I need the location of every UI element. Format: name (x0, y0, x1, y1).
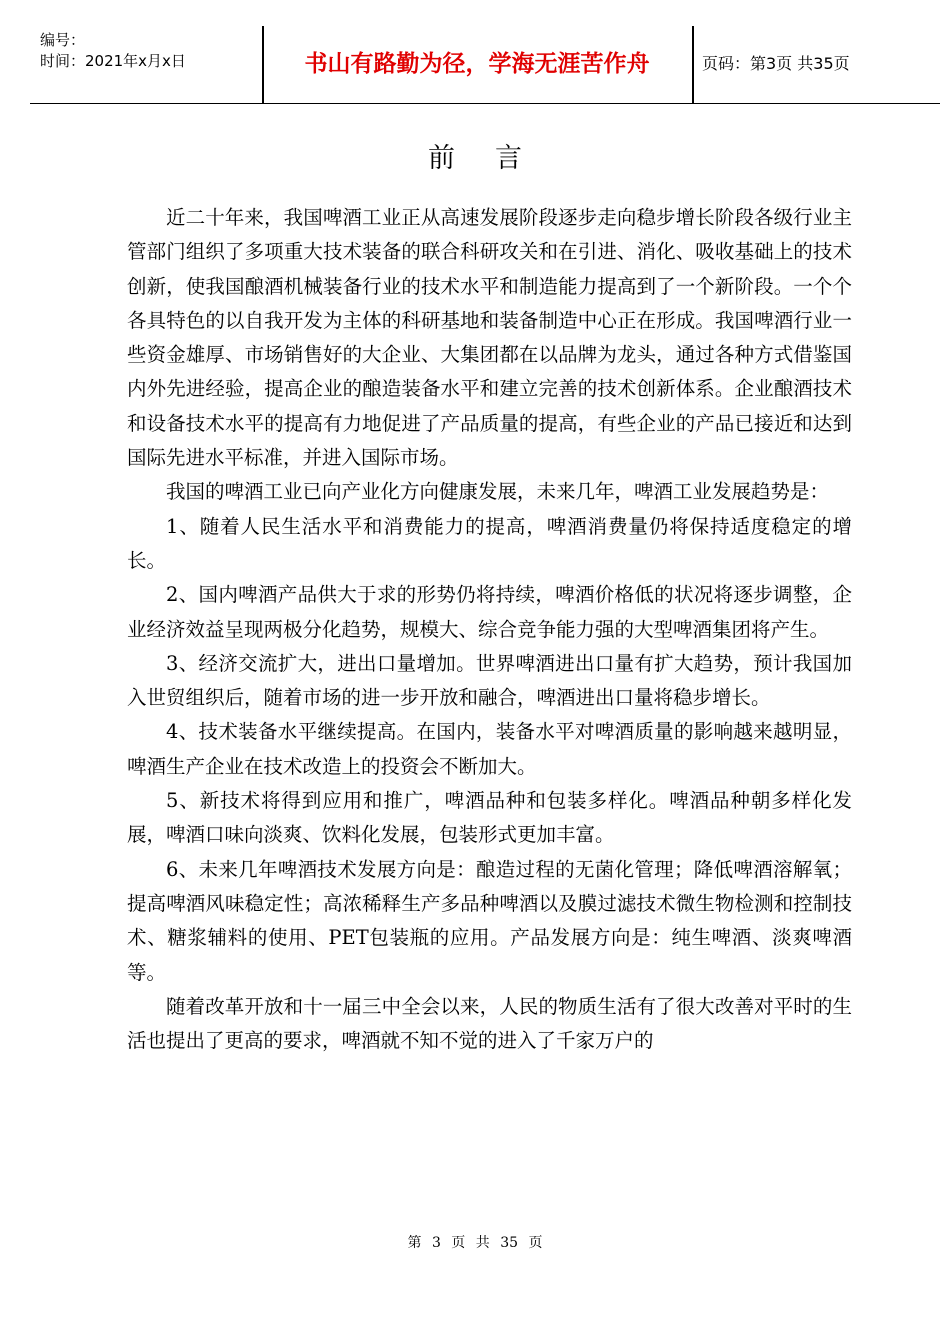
paragraph: 2、国内啤酒产品供大于求的形势仍将持续，啤酒价格低的状况将逐步调整，企业经济效益呈现两极分化趋势，规模大、综合竞争能力强的大型啤酒集团将产生。 (127, 583, 852, 641)
page-footer: 第 3 页 共 35 页 (407, 1235, 543, 1251)
body-text (127, 201, 852, 1058)
header-rule (30, 103, 940, 105)
paragraph: 随着改革开放和十一届三中全会以来，人民的物质生活有了很大改善对平时的生活也提出了更高的要求，啤酒就不知不觉的进入了千家万户的 (127, 994, 852, 1053)
paragraph: 5、新技术将得到应用和推广，啤酒品种和包装多样化。啤酒品种朝多样化发展，啤酒口味向淡爽、饮料化发展，包装形式更加丰富。 (127, 789, 852, 847)
page-title: 前言 (428, 143, 562, 174)
paragraph: 我国的啤酒工业已向产业化方向健康发展，未来几年，啤酒工业发展趋势是： (166, 480, 830, 504)
header-divider-right (692, 26, 694, 104)
number-label: 编号： (40, 31, 86, 49)
paragraph: 近二十年来，我国啤酒工业正从高速发展阶段逐步走向稳步增长阶段各级行业主管部门组织了多项重大技术装备的联合科研攻关和在引进、消化、吸收基础上的技术创新，使我国酿酒机械装备行业的技术水平和制造能力提高到了一个新阶段。一个个各具特色的以自我开发为主体的科研基地和装备制造中心正在形成。我国啤酒行业一些资金雄厚、市场销售好的大企业、大集团都在以品牌为龙头，通过各种方式借鉴国内外先进经验，提高企业的酿造装备水平和建立完善的技术创新体系。企业酿酒技术和设备技术水平的提高有力地促进了产品质量的提高，有些企业的产品已接近和达到国际先进水平标准，并进入国际市场。 (127, 206, 852, 470)
header-meta (40, 26, 260, 106)
header-motto: 书山有路勤为径，学海无涯苦作舟 (304, 51, 650, 77)
paragraph: 6、未来几年啤酒技术发展方向是：酿造过程的无菌化管理；降低啤酒溶解氧；提高啤酒风味稳定性；高浓稀释生产多品种啤酒以及膜过滤技术微生物检测和控制技术、糖浆辅料的使用、PET包装瓶的应用。产品发展方向是：纯生啤酒、淡爽啤酒等。 (127, 857, 852, 984)
paragraph: 4、技术装备水平继续提高。在国内，装备水平对啤酒质量的影响越来越明显，啤酒生产企业在技术改造上的投资会不断加大。 (127, 720, 852, 778)
header-page-info: 页码：第3页 共35页 (702, 54, 850, 73)
paragraph: 1、随着人民生活水平和消费能力的提高，啤酒消费量仍将保持适度稳定的增长。 (127, 514, 852, 572)
time-label: 时间：2021年x月x日 (40, 52, 186, 70)
paragraph: 3、经济交流扩大，进出口量增加。世界啤酒进出口量有扩大趋势，预计我国加入世贸组织后，随着市场的进一步开放和融合，啤酒进出口量将稳步增长。 (127, 651, 852, 710)
page-header (30, 26, 940, 104)
